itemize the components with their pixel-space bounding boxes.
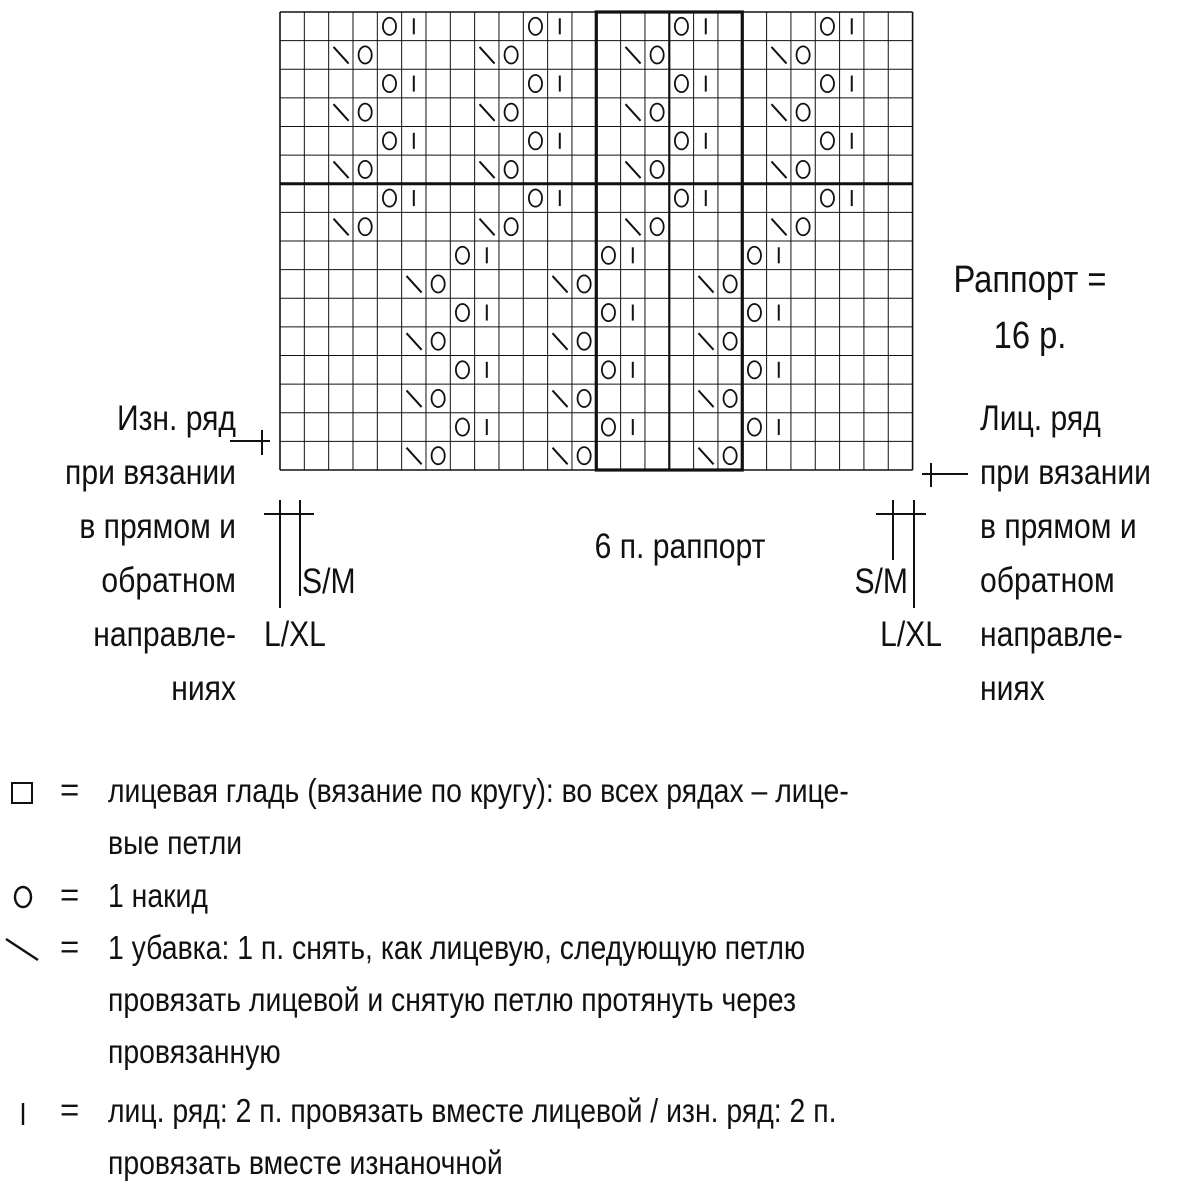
yarn-over-symbol: [797, 161, 810, 178]
repeat-rows-title: [935, 252, 1124, 364]
decrease-symbol: [480, 104, 495, 121]
yarn-over-symbol: [359, 218, 372, 235]
decrease-symbol: [552, 276, 567, 293]
decrease-symbol: [698, 448, 713, 465]
yarn-over-symbol: [432, 275, 445, 292]
yarn-over-symbol: [724, 333, 737, 350]
legend-line: лиц. ряд: 2 п. провязать вместе лицевой / изн. ряд: 2 п.: [108, 1092, 837, 1129]
left-note-line: в прямом и: [79, 507, 236, 546]
right-note-line: направле-: [980, 615, 1123, 654]
left-size-lxl: L/XL: [264, 615, 326, 654]
decrease-symbol: [698, 390, 713, 407]
legend-line: вые петли: [108, 824, 243, 861]
right-size-lxl: L/XL: [880, 615, 942, 654]
decrease-symbol: [407, 276, 422, 293]
decrease-symbol: [480, 219, 495, 236]
yarn-over-symbol: [602, 361, 615, 378]
yarn-over-symbol: [359, 161, 372, 178]
yarn-over-symbol: [529, 75, 542, 92]
yarn-over-symbol: [821, 75, 834, 92]
yarn-over-symbol: [432, 333, 445, 350]
yarn-over-symbol: [602, 418, 615, 435]
left-note-line: обратном: [101, 561, 236, 600]
decrease-symbol: [407, 448, 422, 465]
right-note-line: в прямом и: [980, 507, 1137, 546]
k2tog-icon: [8, 1099, 38, 1129]
yarn-over-symbol: [529, 132, 542, 149]
yarn-over-symbol: [651, 46, 664, 63]
legend-line: 1 накид: [108, 877, 208, 914]
yarn-over-symbol: [821, 18, 834, 35]
yarn-over-symbol: [383, 75, 396, 92]
legend-line: провязать лицевой и снятую петлю протянуть через: [108, 981, 797, 1018]
yarn-over-symbol: [821, 189, 834, 206]
legend-text-k2tog: [108, 1085, 836, 1189]
right-row-note: [980, 392, 1169, 716]
left-note-line: Изн. ряд: [116, 399, 236, 438]
yarn-over-symbol: [748, 304, 761, 321]
yarn-over-symbol: [724, 275, 737, 292]
legend-equals: =: [60, 771, 80, 808]
repeat-title-line2: 16 р.: [993, 315, 1067, 357]
legend-line: лицевая гладь (вязание по кругу): во всех рядах – лице-: [108, 772, 849, 809]
yarn-over-symbol: [505, 218, 518, 235]
yarn-over-symbol: [651, 161, 664, 178]
yarn-over-symbol: [797, 104, 810, 121]
decrease-symbol: [334, 161, 349, 178]
yarn-over-symbol: [748, 247, 761, 264]
decrease-symbol: [552, 390, 567, 407]
decrease-symbol: [771, 104, 786, 121]
decrease-symbol: [334, 104, 349, 121]
decrease-symbol: [771, 161, 786, 178]
yarn-over-symbol: [748, 418, 761, 435]
decrease-symbol: [625, 47, 640, 64]
yarn-over-symbol: [797, 46, 810, 63]
right-note-line: ниях: [980, 669, 1045, 708]
yarn-over-symbol: [578, 447, 591, 464]
yarn-over-symbol: [578, 390, 591, 407]
yarn-over-symbol: [529, 189, 542, 206]
decrease-symbol: [625, 161, 640, 178]
right-note-line: при вязании: [980, 453, 1151, 492]
yarn-over-symbol: [432, 447, 445, 464]
legend-equals: =: [60, 928, 80, 965]
yarn-over-symbol: [505, 161, 518, 178]
legend-equals: =: [60, 1091, 80, 1128]
legend-equals: =: [60, 876, 80, 913]
decrease-symbol: [698, 276, 713, 293]
decrease-symbol: [625, 104, 640, 121]
legend-line: провязать вместе изнаночной: [108, 1144, 503, 1181]
yarn-over-symbol: [578, 275, 591, 292]
yarn-over-symbol: [529, 18, 542, 35]
decrease-symbol: [698, 333, 713, 350]
yarn-over-symbol: [456, 418, 469, 435]
yarn-over-symbol: [578, 333, 591, 350]
legend-text-decrease: [108, 922, 805, 1078]
yarn-over-symbol: [797, 218, 810, 235]
decrease-symbol: [552, 448, 567, 465]
square-icon: [8, 779, 38, 809]
legend-line: 1 убавка: 1 п. снять, как лицевую, следующую петлю: [108, 929, 806, 966]
yarn-over-symbol: [432, 390, 445, 407]
yarn-over-symbol: [675, 75, 688, 92]
left-note-line: направле-: [93, 615, 236, 654]
yarn-over-symbol: [383, 18, 396, 35]
yarn-over-symbol: [383, 189, 396, 206]
legend-line: провязанную: [108, 1033, 281, 1070]
yarn-over-symbol: [675, 18, 688, 35]
decrease-symbol: [552, 333, 567, 350]
decrease-symbol: [480, 161, 495, 178]
left-note-line: при вязании: [65, 453, 236, 492]
yarn-over-symbol: [651, 218, 664, 235]
yarn-over-symbol: [651, 104, 664, 121]
left-size-sm: S/M: [302, 562, 356, 601]
yarn-over-symbol: [359, 104, 372, 121]
decrease-symbol: [334, 219, 349, 236]
yarn-over-symbol: [456, 361, 469, 378]
left-row-note: [33, 392, 236, 716]
yarn-over-symbol: [675, 189, 688, 206]
yarn-over-symbol: [602, 247, 615, 264]
stitch-repeat-label: 6 п. раппорт: [594, 527, 766, 566]
yarn-over-symbol: [359, 46, 372, 63]
yarn-over-symbol: [505, 104, 518, 121]
legend-text-yarnover: [108, 870, 208, 922]
decrease-symbol: [480, 47, 495, 64]
decrease-symbol: [771, 47, 786, 64]
right-note-line: обратном: [980, 561, 1115, 600]
decrease-symbol: [407, 390, 422, 407]
yarn-over-symbol: [505, 46, 518, 63]
decrease-symbol: [407, 333, 422, 350]
yarn-over-symbol: [748, 361, 761, 378]
yarn-over-symbol: [724, 390, 737, 407]
yarn-over-symbol: [724, 447, 737, 464]
yarn-over-symbol: [456, 247, 469, 264]
yarn-over-symbol: [602, 304, 615, 321]
decrease-symbol: [625, 219, 640, 236]
right-size-sm: S/M: [854, 562, 908, 601]
legend-text-knit: [108, 765, 849, 869]
decrease-symbol: [334, 47, 349, 64]
repeat-title-line1: Раппорт =: [953, 259, 1107, 301]
yarn-over-symbol: [675, 132, 688, 149]
right-note-line: Лиц. ряд: [980, 399, 1101, 438]
yarn-over-icon: [8, 882, 38, 912]
decrease-symbol: [771, 219, 786, 236]
yarn-over-symbol: [456, 304, 469, 321]
yarn-over-symbol: [383, 132, 396, 149]
decrease-icon: [2, 934, 42, 964]
left-note-line: ниях: [171, 669, 236, 708]
yarn-over-symbol: [821, 132, 834, 149]
